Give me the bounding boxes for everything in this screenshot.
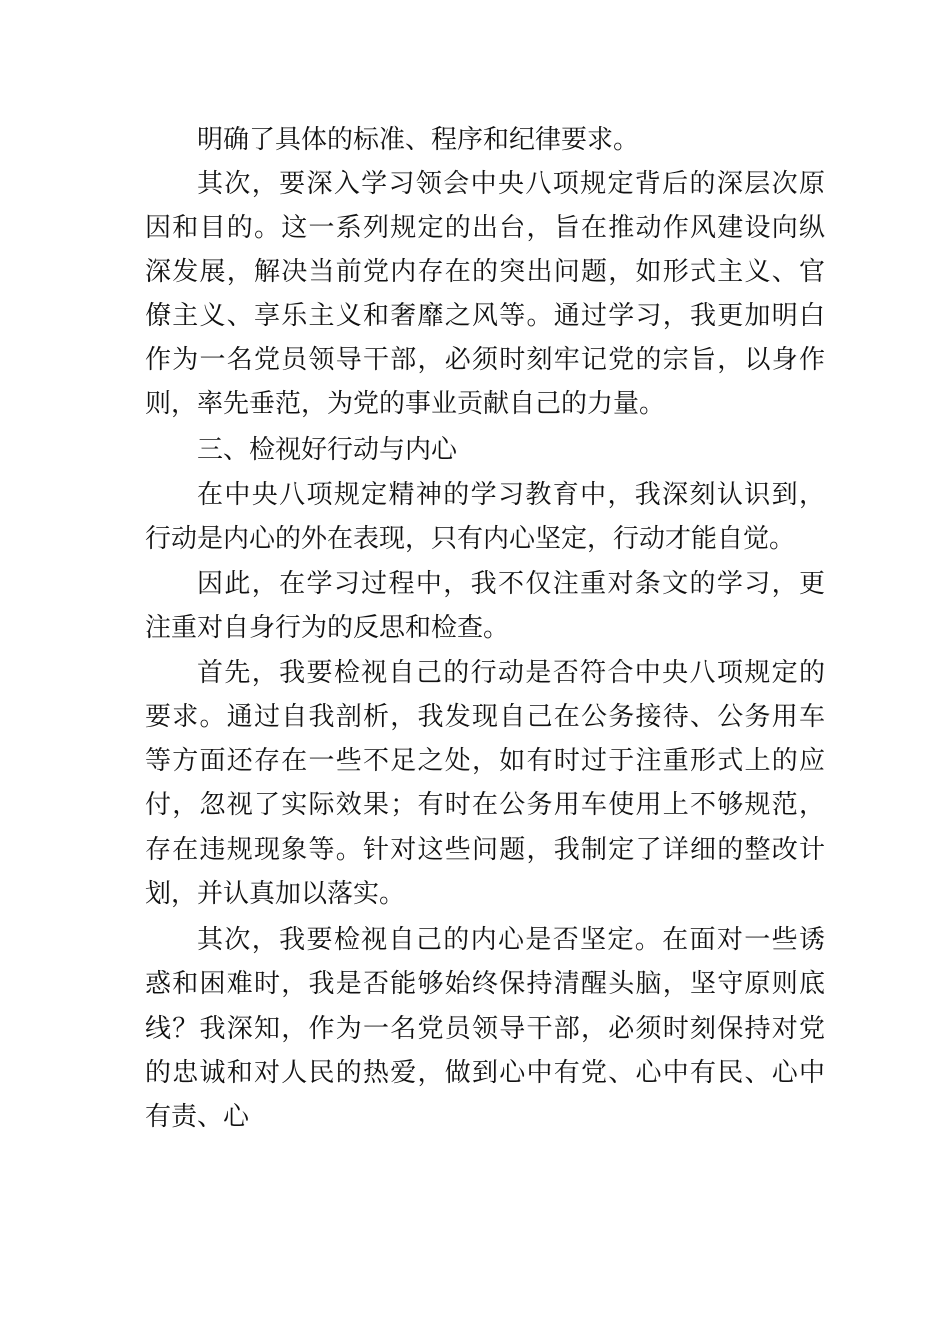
text-line: 等方面还存在一些不足之处，如有时过于注重形式上的应 [145, 746, 825, 776]
text-line: 明确了具体的标准、程序和纪律要求。 [197, 125, 640, 155]
text-line: 因此，在学习过程中，我不仅注重对条文的学习，更 [197, 569, 825, 599]
text-line: 深发展，解决当前党内存在的突出问题，如形式主义、官 [145, 257, 825, 287]
text-line: 的忠诚和对人民的热爱，做到心中有党、心中有民、心中 [145, 1058, 825, 1088]
text-line: 行动是内心的外在表现，只有内心坚定，行动才能自觉。 [145, 524, 796, 554]
text-line: 划，并认真加以落实。 [145, 879, 406, 909]
text-line: 其次，要深入学习领会中央八项规定背后的深层次原 [197, 169, 825, 199]
text-line: 注重对自身行为的反思和检查。 [145, 613, 510, 643]
text-line: 线？我深知，作为一名党员领导干部，必须时刻保持对党 [145, 1014, 825, 1044]
section-heading: 三、检视好行动与内心 [197, 435, 458, 465]
text-line: 其次，我要检视自己的内心是否坚定。在面对一些诱 [197, 925, 825, 955]
text-line: 因和目的。这一系列规定的出台，旨在推动作风建设向纵 [145, 213, 825, 243]
text-line: 首先，我要检视自己的行动是否符合中央八项规定的 [197, 658, 825, 688]
text-line: 有责、心 [145, 1102, 250, 1132]
text-line: 则，率先垂范，为党的事业贡献自己的力量。 [145, 389, 666, 419]
text-line: 付，忽视了实际效果；有时在公务用车使用上不够规范， [145, 790, 825, 820]
text-line: 僚主义、享乐主义和奢靡之风等。通过学习，我更加明白 [145, 301, 825, 331]
text-line: 惑和困难时，我是否能够始终保持清醒头脑，坚守原则底 [145, 969, 825, 999]
text-line: 作为一名党员领导干部，必须时刻牢记党的宗旨，以身作 [145, 345, 825, 375]
text-line: 存在违规现象等。针对这些问题，我制定了详细的整改计 [145, 835, 825, 865]
text-line: 要求。通过自我剖析，我发现自己在公务接待、公务用车 [145, 702, 825, 732]
text-line: 在中央八项规定精神的学习教育中，我深刻认识到， [197, 480, 825, 510]
